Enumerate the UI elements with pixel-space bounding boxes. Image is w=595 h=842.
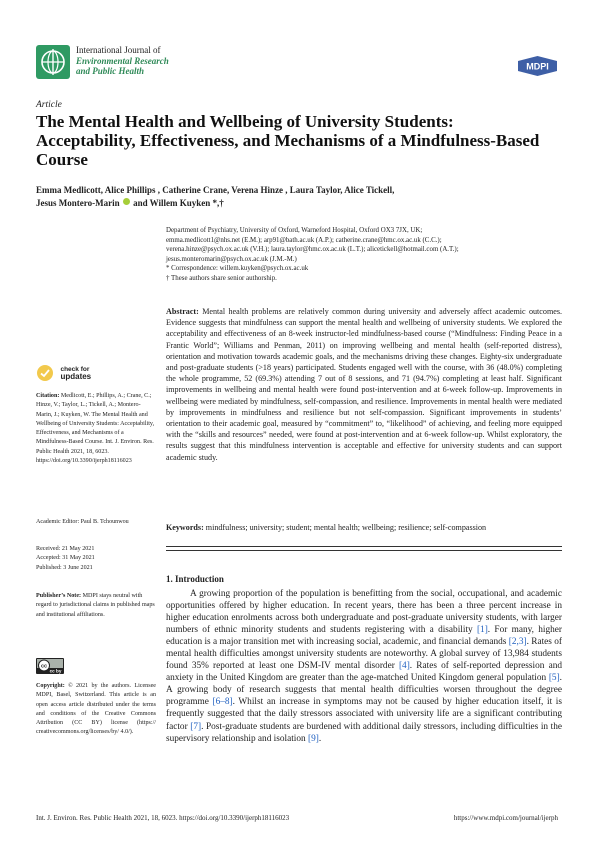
author-list	[36, 184, 556, 210]
footer-journal-link[interactable]: https://www.mdpi.com/journal/ijerph	[453, 814, 558, 822]
keywords	[166, 522, 562, 533]
check-for-updates-button[interactable]	[36, 364, 116, 382]
copyright-block	[36, 682, 156, 738]
citation-link[interactable]: [2,3]	[508, 637, 527, 648]
footer-citation: Int. J. Environ. Res. Public Health 2021, 18, 6023. https://doi.org/10.3390/ijerph18116023	[36, 814, 290, 822]
copyright-label: Copyright:	[36, 683, 65, 689]
body-text-span: . Rates of self-reported depression and anxiety in the United Kingdom are greater than the age-matched United Kingdom general population	[166, 661, 562, 684]
body-text-span: . Whilst an increase in symptoms may not be caused by higher education itself, it is frequently suggested that the daily stressors associated with university life are a significant contributing factor	[166, 697, 562, 732]
journal-name-line1: International Journal of	[76, 45, 161, 55]
abstract-label: Abstract:	[166, 307, 199, 316]
page-title: The Mental Health and Wellbeing of University Students: Acceptability, Effectiveness, and Mechanisms of a Mindfulness-Based Course	[36, 112, 540, 169]
journal-name-line2: Environmental Research	[76, 55, 169, 66]
check-updates-line2: updates	[60, 371, 92, 381]
introduction-body	[166, 588, 562, 745]
affiliation-line: jesus.monteromarin@psych.ox.ac.uk (J.M.-M.)	[166, 255, 297, 263]
keywords-label: Keywords:	[166, 523, 204, 532]
citation-link[interactable]: [4]	[398, 661, 410, 672]
authors-line2-a: Jesus Montero-Marin	[36, 198, 120, 208]
author-line-1	[36, 184, 556, 197]
date-published: Published: 3 June 2021	[36, 564, 93, 571]
dates-block	[36, 545, 156, 573]
globe-caduceus-icon	[36, 45, 70, 79]
section-heading: 1. Introduction	[166, 574, 224, 584]
affiliations	[166, 226, 561, 284]
citation-link[interactable]: [6–8]	[212, 697, 233, 708]
senior-authorship-note: † These authors share senior authorship.	[166, 274, 277, 282]
copyright-text: © 2021 by the authors. Licensee MDPI, Basel, Switzerland. This article is an open access article distributed under the terms and conditions of the Creative Commons Attribution (CC BY) license (https:// creativecommons.org/licenses/by/ 4.0/).	[36, 683, 156, 736]
body-text-span: . A growing body of research suggests that mental health difficulties worsen throughout the degree programme	[166, 673, 562, 708]
academic-editor: Academic Editor: Paul B. Tchounwou	[36, 519, 129, 525]
authors-line1-text: Emma Medlicott, Alice Phillips , Catherine Crane, Verena Hinze , Laura Taylor, Alice Tickell,	[36, 185, 395, 195]
cc-by-license-icon[interactable]	[36, 658, 64, 674]
check-updates-line1: check for	[60, 365, 90, 373]
journal-name-line3: and Public Health	[76, 66, 145, 76]
citation-link[interactable]: [7]	[190, 721, 202, 732]
check-updates-label	[60, 366, 91, 381]
divider	[166, 550, 562, 551]
journal-name	[76, 45, 169, 77]
svg-text:cc: cc	[40, 663, 48, 670]
affiliation-line: Department of Psychiatry, University of Oxford, Warneford Hospital, Oxford OX3 7JX, UK;	[166, 227, 423, 234]
article-type: Article	[36, 100, 62, 110]
correspondence-line: * Correspondence: willem.kuyken@psych.ox.ac.uk	[166, 265, 309, 273]
affiliation-line: verena.hinze@psych.ox.ac.uk (V.H.); laura.taylor@hmc.ox.ac.uk (L.T.); alicetickell@hotmail.com (A.T.);	[166, 246, 459, 254]
divider	[166, 546, 562, 547]
citation-block	[36, 392, 156, 466]
citation-link[interactable]: [1]	[476, 625, 488, 636]
publisher-note-text: MDPI stays neutral with regard to jurisdictional claims in published maps and institutional affiliations.	[36, 593, 155, 618]
author-line-2	[36, 197, 556, 210]
body-text-span: A growing proportion of the population is benefitting from the social, occupational, and academic opportunities offered by higher education. In recent years, there has been a three percent increase in higher education enrolments across both undergraduate and post-graduate university students, with larger numbers of ethnic minority students and students registering with a disability	[166, 589, 562, 636]
authors-line2-b: and Willem Kuyken *,†	[133, 198, 224, 208]
body-text-span: . Rates of mental health difficulties amongst university students are noteworthy. A global survey of 13,984 students found 35% reported at least one DSM-IV mental disorder	[166, 637, 563, 672]
citation-link[interactable]: [5]	[548, 673, 560, 684]
date-accepted: Accepted: 31 May 2021	[36, 555, 95, 562]
orcid-icon[interactable]	[123, 198, 130, 205]
publisher-note	[36, 592, 156, 620]
journal-logo	[36, 45, 70, 79]
body-text-span: .	[318, 733, 322, 744]
cc-badge-text: cc by	[49, 668, 62, 674]
body-text-span: . For many, higher education is a major transition met with increasing social, academic, and financial demands	[166, 625, 562, 648]
abstract-text: Mental health problems are relatively common during university and adversely affect academic outcomes. Evidence suggests that mindfulness can support the mental health and wellbeing of university students. We explored the acceptability and effectiveness of an 8-week instructor-led mindfulness-based course (“Mindfulness: Finding Peace in a Frantic World”; Williams and Penman, 2011) on improving wellbeing and mental health (self-reported distress), orientation and motivation towards academic goals, and the mechanisms driving these changes. Eighty-six undergraduate and post-graduate students (>18 years) participated. Students engaged well with the course, with 36 (48.0%) completing the whole programme, 52 (69.3%) attending 7 out of 8 sessions, and 71 (94.7%) completing at least half. Significant improvements in wellbeing and mental health were found post-intervention and at 6-week follow-up. Improvements in wellbeing were mediated by mindfulness, self-compassion, and resilience. Improvements in mental health were mediated by improvements in mindfulness and resilience but not self-compassion. Significant improvements in students’ orientation to their academic goal, measured by “commitment” to, “likelihood” of achieving, and feeling more equipped with the “skills and resources” needed, were found at post-intervention and at 6-week follow-up. Whilst exploratory, the results suggest that this mindfulness intervention is acceptable and effective for university students and can support academic study.	[166, 307, 563, 462]
body-text-span: . Post-graduate students are burdened with additional daily stressors, including difficulties in the supervisory relationship and isolation	[166, 721, 562, 744]
affiliation-line: emma.medlicott1@nhs.net (E.M.); arp91@bath.ac.uk (A.P.); catherine.crane@hmc.ox.ac.uk (C.C.);	[166, 236, 442, 244]
introduction-paragraph	[166, 588, 562, 745]
mdpi-logo-text: MDPI	[526, 61, 549, 72]
citation-label: Citation:	[36, 393, 60, 399]
abstract	[166, 306, 562, 463]
citation-link[interactable]: [9]	[308, 733, 319, 744]
keywords-text: mindfulness; university; student; mental health; wellbeing; resilience; self-compassion	[205, 523, 487, 532]
date-received: Received: 21 May 2021	[36, 546, 95, 552]
citation-text: Medlicott, E.; Phillips, A.; Crane, C.; Hinze, V.; Taylor, L.; Tickell, A.; Montero-Marin, J.; Kuyken, W. The Mental Health and Wellbeing of University Students: Acceptability, Effectiveness, and Mechanisms of a Mindfulness-Based Course. Int. J. Environ. Res. Public Health 2021, 18, 6023. https://doi.org/10.3390/ijerph18116023	[36, 393, 155, 465]
publisher-note-label: Publisher’s Note:	[36, 593, 82, 599]
mdpi-logo	[516, 55, 559, 77]
check-updates-icon	[36, 364, 54, 382]
